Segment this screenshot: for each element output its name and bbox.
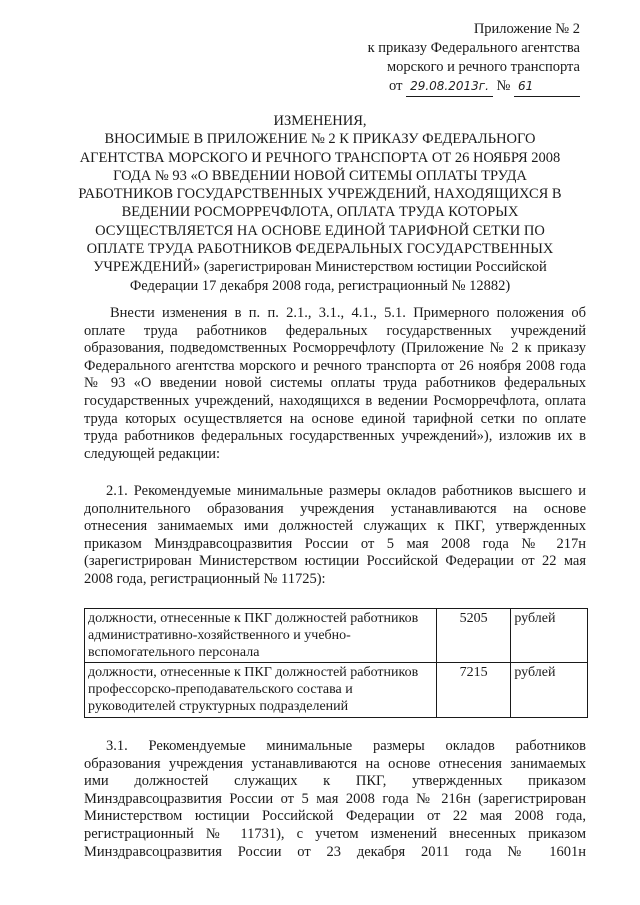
appendix-date-line	[368, 77, 580, 97]
heading-line: РАБОТНИКОВ ГОСУДАРСТВЕННЫХ УЧРЕЖДЕНИЙ, НАХОДЯЩИХСЯ В	[78, 186, 562, 203]
paragraph-line: труда которых осуществляется на основе единой тарифной сетки по оплате	[84, 410, 586, 427]
currency-unit: рублей	[511, 663, 588, 718]
heading-line: УЧРЕЖДЕНИЙ» (зарегистрирован Министерством юстиции Российской	[93, 259, 547, 276]
section-3-1-paragraph	[84, 738, 586, 861]
appendix-order-ref: к приказу Федерального агентства	[367, 40, 580, 56]
table-row	[85, 609, 588, 663]
section-2-1-paragraph	[84, 483, 586, 589]
paragraph-line: отнесения занимаемых ими должностей служащих к ПКГ, утвержденных	[84, 518, 586, 535]
heading-line: ИЗМЕНЕНИЯ,	[273, 113, 367, 129]
paragraph-line: Министерством юстиции Российской Федерации от 22 мая 2008 года,	[84, 808, 586, 825]
paragraph-line: 2008 года, регистрационный № 11725):	[84, 570, 326, 587]
paragraph-line: Минздравсоцразвития России от 23 декабря 2011 года № 1601н	[84, 843, 586, 860]
paragraph-line: образования учреждения устанавливаются на основе отнесения занимаемых	[84, 755, 586, 772]
paragraph-line: образования, подведомственных Росморречфлоту (Приложение № 2 к приказу	[84, 340, 586, 357]
paragraph-line: (зарегистрирован Министерством юстиции Российской Федерации от 22 мая	[84, 553, 586, 570]
paragraph-line: ими должностей служащих к ПКГ, утвержденных приказом	[84, 773, 586, 790]
paragraph-line: государственных учреждений, находящихся в ведении Росморречфлота, оплата	[84, 392, 586, 409]
heading-line: Федерации 17 декабря 2008 года, регистрационный № 12882)	[129, 277, 511, 294]
paragraph-line: труда работников федеральных государственных учреждений»), изложив их в	[84, 428, 586, 445]
heading-line: ГОДА № 93 «О ВВЕДЕНИИ НОВОЙ СИТЕМЫ ОПЛАТЫ ТРУДА	[113, 167, 527, 184]
heading-line: АГЕНТСТВА МОРСКОГО И РЕЧНОГО ТРАНСПОРТА ОТ 26 НОЯБРЯ 2008	[79, 149, 561, 166]
position-description	[85, 663, 437, 718]
appendix-agency: морского и речного транспорта	[386, 59, 580, 75]
document-heading	[60, 112, 580, 295]
salary-table	[84, 608, 588, 718]
appendix-title: Приложение № 2	[473, 21, 580, 37]
paragraph-line: регистрационный № 11731), с учетом изменений внесенных приказом	[84, 825, 586, 842]
number-prefix: №	[496, 78, 511, 94]
handwritten-number: 61	[514, 77, 580, 97]
paragraph-line: Федерального агентства морского и речного транспорта от 26 ноября 2008 года	[84, 357, 586, 374]
paragraph-line: приказом Минздравсоцразвития России от 5 мая 2008 года № 217н	[84, 535, 586, 552]
heading-line: ОПЛАТЕ ТРУДА РАБОТНИКОВ ФЕДЕРАЛЬНЫХ ГОСУДАРСТВЕННЫХ	[86, 241, 554, 258]
paragraph-line: Внести изменения в п. п. 2.1., 3.1., 4.1., 5.1. Примерного положения об	[110, 305, 586, 321]
paragraph-line: оплате труда работников федеральных государственных учреждений	[84, 322, 586, 339]
date-prefix: от	[389, 78, 403, 94]
paragraph-line: дополнительного образования учреждения устанавливаются на основе	[84, 500, 586, 517]
heading-line: ВЕДЕНИИ РОСМОРРЕЧФЛОТА, ОПЛАТА ТРУДА КОТОРЫХ	[121, 204, 519, 221]
paragraph-line: следующей редакции:	[84, 445, 221, 462]
table-row	[85, 663, 588, 718]
position-description	[85, 609, 437, 663]
salary-amount: 7215	[436, 663, 510, 718]
description-line: должности, отнесенные к ПКГ должностей работников	[88, 611, 419, 626]
appendix-header	[368, 20, 580, 97]
description-line: должности, отнесенные к ПКГ должностей работников	[88, 665, 419, 680]
salary-amount: 5205	[436, 609, 510, 663]
paragraph-line: Минздравсоцразвития России от 5 мая 2008 года № 216н (зарегистрирован	[84, 790, 586, 807]
description-line: вспомогательного персонала	[88, 645, 260, 660]
paragraph-line: 3.1. Рекомендуемые минимальные размеры окладов работников	[106, 738, 586, 754]
heading-line: ВНОСИМЫЕ В ПРИЛОЖЕНИЕ № 2 К ПРИКАЗУ ФЕДЕРАЛЬНОГО	[104, 131, 536, 148]
description-line: профессорско-преподавательского состава и	[88, 682, 353, 697]
currency-unit: рублей	[511, 609, 588, 663]
intro-paragraph	[84, 305, 586, 463]
paragraph-line: № 93 «О введении новой системы оплаты труда работников федеральных	[84, 375, 586, 392]
description-line: административно-хозяйственного и учебно-	[88, 628, 351, 643]
handwritten-date: 29.08.2013г.	[406, 77, 493, 97]
description-line: руководителей структурных подразделений	[88, 699, 349, 714]
paragraph-line: 2.1. Рекомендуемые минимальные размеры окладов работников высшего и	[106, 483, 586, 499]
heading-line: ОСУЩЕСТВЛЯЕТСЯ НА ОСНОВЕ ЕДИНОЙ ТАРИФНОЙ СЕТКИ ПО	[95, 222, 545, 239]
